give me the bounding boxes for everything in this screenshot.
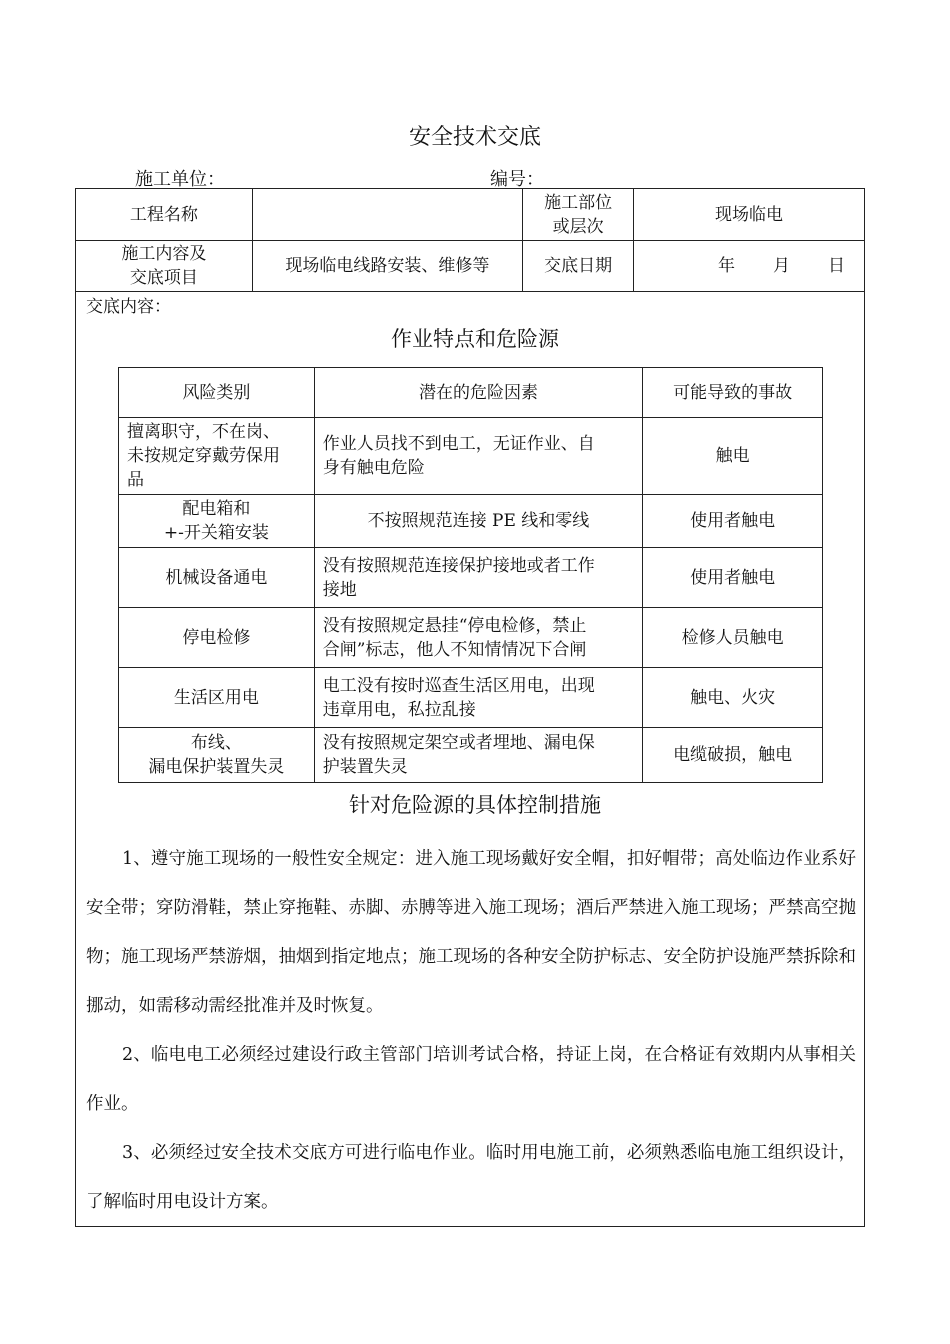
- risk-category: [119, 608, 315, 668]
- risk-category-line: 漏电保护装置失灵: [148, 757, 285, 777]
- risk-accident: 检修人员触电: [643, 608, 823, 668]
- risk-hazard: [314, 495, 643, 548]
- content-value: 现场临电线路安装、维修等: [252, 241, 523, 292]
- risk-category-line: 生活区用电: [173, 687, 259, 708]
- risk-accident: 使用者触电: [643, 548, 823, 608]
- risk-row: [119, 728, 823, 783]
- risk-header-hazard: 潜在的危险因素: [314, 368, 643, 418]
- risk-hazard: [314, 548, 643, 608]
- risk-hazard-line: 电工没有按时巡查生活区用电，出现: [322, 675, 595, 696]
- risk-hazard: [314, 608, 643, 668]
- risk-category-line: 机械设备通电: [165, 567, 268, 588]
- risk-accident: 触电、火灾: [643, 668, 823, 728]
- risk-category-line: 未按规定穿戴劳保用: [127, 446, 280, 466]
- date-year: 年: [718, 256, 735, 276]
- risk-category-line: 布线、: [190, 733, 242, 753]
- risk-hazard-line: 护装置失灵: [322, 757, 408, 777]
- section-title-hazards: 作业特点和危险源: [391, 327, 559, 351]
- risk-hazard-line: 没有按照规范连接保护接地或者工作: [322, 555, 595, 576]
- location-label-line-1: 施工部位: [544, 192, 613, 213]
- risk-hazard: [314, 728, 643, 783]
- risk-row: [119, 418, 823, 495]
- risk-hazard: [314, 668, 643, 728]
- risk-hazard-line: 不按照规范连接 PE 线和零线: [367, 511, 590, 531]
- risk-category-line: 擅离职守，不在岗、: [127, 422, 280, 442]
- content-label-line-1: 施工内容及: [121, 244, 207, 264]
- project-name-label: 工程名称: [76, 189, 253, 241]
- construction-unit-label: 施工单位：: [135, 169, 225, 190]
- risk-category-line: 停电检修: [182, 627, 251, 648]
- risk-hazard-line: 违章用电，私拉乱接: [322, 699, 476, 720]
- risk-hazard-line: 没有按照规定悬挂“停电检修，禁止: [322, 615, 587, 636]
- date-month: 月: [773, 256, 790, 276]
- risk-row: [119, 548, 823, 608]
- risk-category-line: +-开关箱安装: [163, 523, 269, 543]
- risk-hazard-line: 没有按照规定架空或者埋地、漏电保: [322, 733, 595, 753]
- risk-category: [119, 418, 315, 495]
- content-label: [76, 241, 253, 292]
- document-title: 安全技术交底: [408, 125, 541, 150]
- document-number-label: 编号：: [490, 169, 544, 190]
- header-table: [75, 188, 865, 292]
- section-title-control-measures: 针对危险源的具体控制措施: [349, 793, 601, 817]
- risk-accident: 使用者触电: [643, 495, 823, 548]
- risk-category-line: 配电箱和: [182, 499, 251, 519]
- content-label-line-2: 交底项目: [129, 268, 198, 288]
- risk-category: [119, 548, 315, 608]
- measure-paragraph-1: 1、遵守施工现场的一般性安全规定：进入施工现场戴好安全帽，扣好帽带；高处临边作业系好安全带；穿防滑鞋，禁止穿拖鞋、赤脚、赤膊等进入施工现场；酒后严禁进入施工现场；严禁高空抛物；施工现场严禁游烟，抽烟到指定地点；施工现场的各种安全防护标志、安全防护设施严禁拆除和挪动，如需移动需经批准并及时恢复。: [86, 849, 856, 1016]
- risk-table: [118, 367, 823, 783]
- date-label: 交底日期: [523, 241, 634, 292]
- risk-category: [119, 728, 315, 783]
- risk-hazard-line: 接地: [322, 579, 357, 600]
- risk-hazard-line: 合闸”标志，他人不知情情况下合闸: [322, 639, 587, 660]
- date-day: 日: [828, 256, 845, 276]
- risk-category: [119, 495, 315, 548]
- date-value: [634, 241, 865, 292]
- risk-row: [119, 608, 823, 668]
- risk-accident: 触电: [643, 418, 823, 495]
- risk-hazard: [314, 418, 643, 495]
- measure-paragraph-3: 3、必须经过安全技术交底方可进行临电作业。临时用电施工前，必须熟悉临电施工组织设计，了解临时用电设计方案。: [86, 1143, 856, 1212]
- risk-accident: 电缆破损，触电: [643, 728, 823, 783]
- risk-header-accident: 可能导致的事故: [643, 368, 823, 418]
- risk-header-category: 风险类别: [119, 368, 315, 418]
- disclosure-content-label: 交底内容：: [86, 297, 171, 317]
- project-name-value: [252, 189, 523, 241]
- risk-hazard-line: 身有触电危险: [322, 458, 425, 478]
- location-label-line-2: 或层次: [552, 216, 604, 237]
- measure-paragraph-2: 2、临电电工必须经过建设行政主管部门培训考试合格，持证上岗，在合格证有效期内从事相关作业。: [86, 1045, 856, 1114]
- location-label: [523, 189, 634, 241]
- risk-category: [119, 668, 315, 728]
- risk-row: [119, 668, 823, 728]
- risk-category-line: 品: [127, 470, 144, 490]
- location-value: 现场临电: [634, 189, 865, 241]
- risk-hazard-line: 作业人员找不到电工，无证作业、自: [322, 434, 595, 454]
- risk-row: [119, 495, 823, 548]
